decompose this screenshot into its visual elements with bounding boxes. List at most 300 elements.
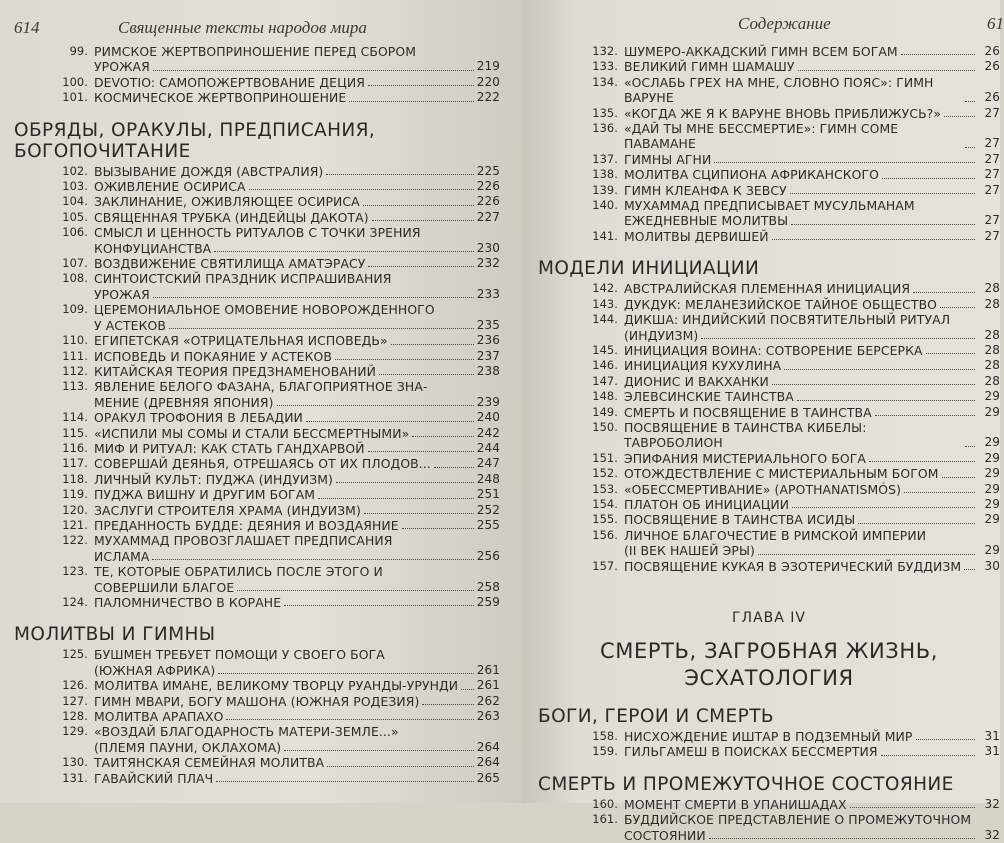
chapter-label: ГЛАВА IV [732,610,806,626]
toc-entry-page: 31 [984,744,1000,759]
dot-leader [368,85,474,86]
toc-entry[interactable] [56,410,500,425]
toc-entry[interactable] [586,106,1000,121]
toc-entry-page: 28 [984,327,1000,342]
dot-leader [714,162,975,163]
toc-entry-title: ЯВЛЕНИЕ БЕЛОГО ФАЗАНА, БЛАГОПРИЯТНОЕ ЗНА- [94,379,428,395]
toc-entry-number: 124. [62,595,88,609]
toc-entry-page: 29 [984,450,1000,465]
toc-entry[interactable] [586,152,1000,167]
toc-entry-title: ЕГИПЕТСКАЯ «ОТРИЦАТЕЛЬНАЯ ИСПОВЕДЬ» [94,333,388,349]
toc-entry-title: УРОЖАЯ [94,286,150,302]
toc-entry-title: МОМЕНТ СМЕРТИ В УПАНИШАДАХ [624,796,847,812]
toc-entry-number: 140. [592,198,618,213]
dot-leader [284,750,474,751]
toc-entry-number: 158. [592,729,618,743]
toc-entry-page: 222 [476,90,500,105]
toc-entry-number: 111. [62,348,88,363]
section-title-death-intermediate [538,774,1000,795]
dot-leader [965,101,975,102]
dot-leader [368,266,473,267]
left-entries-top [8,44,500,106]
toc-entry[interactable] [586,528,1000,559]
toc-entry[interactable] [56,426,500,441]
toc-entry-title: СОВЕРШИЛИ БЛАГОЕ [94,579,235,595]
toc-entry-title: МУХАММАД ПРЕДПИСЫВАЕТ МУСУЛЬМАНАМ [624,198,915,214]
dot-leader [797,400,975,401]
toc-entry[interactable] [56,90,500,105]
toc-entry[interactable] [586,229,1000,244]
toc-entry-title: МОЛИТВА АРАПАХО [94,709,224,725]
toc-entry-number: 104. [62,194,88,209]
toc-entry-title: КИТАЙСКАЯ ТЕОРИЯ ПРЕДЗНАМЕНОВАНИЙ [94,363,377,379]
toc-entry-page: 225 [476,163,500,178]
toc-entry[interactable] [56,755,500,770]
dot-leader [784,369,975,370]
toc-entry[interactable] [56,256,500,271]
right-section3-entries [538,797,1000,843]
toc-entry-title: ДУКДУК: МЕЛАНЕЗИЙСКОЕ ТАЙНОЕ ОБЩЕСТВО [624,296,938,312]
toc-entry-page: 232 [476,256,500,271]
toc-entry-number: 127. [62,693,88,708]
dot-leader [461,689,474,690]
toc-entry-number: 153. [592,481,618,496]
toc-entry-title: ИНИЦИАЦИЯ ВОИНА: СОТВОРЕНИЕ БЕРСЕРКА [624,342,923,358]
dot-leader [790,193,975,194]
right-section1-entries [538,281,1000,574]
toc-entry[interactable] [586,312,1000,343]
toc-entry-title: ТАИТЯНСКАЯ СЕМЕЙНАЯ МОЛИТВА [94,755,325,771]
dot-leader [882,178,975,179]
toc-entry[interactable] [56,472,500,487]
dot-leader [372,220,474,221]
toc-entry-page: 32 [984,827,1000,842]
toc-entry[interactable] [56,333,500,348]
toc-entry[interactable] [56,647,500,678]
dot-leader [368,451,474,452]
dot-leader [326,174,473,175]
toc-entry-title: (II ВЕК НАШЕЙ ЭРЫ) [624,543,755,559]
dot-leader [964,569,975,570]
toc-entry-page: 226 [476,179,500,194]
dot-leader [850,807,975,808]
toc-entry-number: 107. [62,256,88,271]
toc-entry-page: 261 [476,662,500,677]
toc-entry[interactable] [586,198,1000,229]
toc-entry-page: 27 [984,228,1000,243]
toc-entry-number: 149. [592,404,618,419]
dot-leader [335,359,474,360]
toc-entry[interactable] [586,812,1000,843]
dot-leader [944,116,975,117]
toc-entry-title: ОРАКУЛ ТРОФОНИЯ В ЛЕБАДИИ [94,410,303,426]
toc-entry-number: 105. [62,209,88,224]
toc-entry-page: 242 [476,425,500,440]
toc-entry-title: (ЮЖНАЯ АФРИКА) [94,662,216,678]
toc-entry[interactable] [586,44,1000,59]
toc-entry[interactable] [56,364,500,379]
dot-leader [237,590,474,591]
toc-entry-page: 230 [476,240,500,255]
toc-entry[interactable] [586,59,1000,74]
dot-leader [792,507,975,508]
dot-leader [875,415,975,416]
toc-entry-page: 27 [984,105,1000,120]
toc-entry-title: ИСПОВЕДЬ И ПОКАЯНИЕ У АСТЕКОВ [94,348,332,364]
toc-entry-page: 29 [984,404,1000,419]
toc-entry-page: 244 [476,440,500,455]
toc-entry[interactable] [56,503,500,518]
toc-entry-page: 219 [476,59,500,74]
toc-entry[interactable] [586,297,1000,312]
toc-entry-page: 32 [984,796,1000,811]
toc-entry-number: 106. [62,225,88,240]
toc-entry-number: 117. [62,456,88,471]
right-page-number: 61 [987,14,1004,33]
dot-leader [153,297,474,298]
toc-entry-page: 227 [476,209,500,224]
toc-entry-title: МЕНИЕ (ДРЕВНЯЯ ЯПОНИЯ) [94,394,274,410]
left-running-title: Священные тексты народов мира [118,18,367,37]
dot-leader [364,513,474,514]
dot-leader [327,766,474,767]
toc-entry[interactable] [586,121,1000,152]
toc-entry-title: ЭПИФАНИЯ МИСТЕРИАЛЬНОГО БОГА [624,450,866,466]
toc-entry-title: МУХАММАД ПРОВОЗГЛАШАЕТ ПРЕДПИСАНИЯ [94,533,393,549]
dot-leader [336,482,474,483]
dot-leader [249,189,474,190]
toc-entry-title: НИСХОЖДЕНИЕ ИШТАР В ПОДЗЕМНЫЙ МИР [624,729,913,744]
toc-entry[interactable] [56,210,500,225]
toc-entry-number: 108. [62,271,88,286]
toc-entry-title: DEVOTIO: САМОПОЖЕРТВОВАНИЕ ДЕЦИЯ [94,74,365,90]
dot-leader [709,838,975,839]
toc-entry-page: 29 [984,481,1000,496]
toc-entry-title: ВЕЛИКИЙ ГИМН ШАМАШУ [624,59,795,75]
dot-leader [858,523,975,524]
toc-entry-page: 26 [984,90,1000,105]
toc-entry-page: 28 [984,281,1000,296]
toc-entry-page: 258 [476,579,500,594]
toc-entry-title: ГИМН КЛЕАНФА К ЗЕВСУ [624,182,787,198]
dot-leader [916,739,975,740]
toc-entry[interactable] [56,75,500,90]
toc-entry-page: 261 [476,678,500,693]
toc-entry-page: 255 [476,517,500,532]
heading-line: БОГИ, ГЕРОИ И СМЕРТЬ [538,706,774,727]
toc-entry[interactable] [56,271,500,302]
dot-leader [412,436,474,437]
toc-entry-number: 150. [592,419,618,434]
toc-entry-page: 28 [984,342,1000,357]
toc-entry[interactable] [586,451,1000,466]
toc-entry-number: 159. [592,744,618,759]
left-toc [8,44,500,786]
toc-entry-page: 264 [476,755,500,770]
toc-entry-title: СОВЕРШАЙ ДЕЯНЬЯ, ОТРЕШАЯСЬ ОТ ИХ ПЛОДОВ... [94,456,431,472]
heading-line: СМЕРТЬ И ПРОМЕЖУТОЧНОЕ СОСТОЯНИЕ [538,773,954,795]
toc-entry-page: 259 [476,595,500,609]
toc-entry-page: 29 [984,512,1000,527]
toc-entry-title: ГИЛЬГАМЕШ В ПОИСКАХ БЕССМЕРТИЯ [624,744,878,760]
dot-leader [942,477,975,478]
toc-entry-title: СОСТОЯНИИ [624,827,706,843]
toc-entry-page: 29 [984,496,1000,511]
toc-entry-number: 138. [592,167,618,182]
toc-entry-title: (ПЛЕМЯ ПАУНИ, ОКЛАХОМА) [94,739,282,755]
toc-entry[interactable] [586,374,1000,389]
toc-entry[interactable] [56,533,500,564]
toc-entry-number: 129. [62,724,88,739]
toc-entry-page: 233 [476,286,500,301]
toc-entry-page: 28 [984,296,1000,311]
toc-entry-number: 110. [62,333,88,348]
toc-entry[interactable] [56,225,500,256]
toc-entry-page: 264 [476,739,500,754]
right-page [522,0,1004,843]
dot-leader [153,70,474,71]
toc-entry-title: СМЫСЛ И ЦЕННОСТЬ РИТУАЛОВ С ТОЧКИ ЗРЕНИЯ [94,225,421,241]
toc-entry[interactable] [56,44,500,75]
toc-entry[interactable] [586,358,1000,373]
toc-entry-title: БУДДИЙСКОЕ ПРЕДСТАВЛЕНИЕ О ПРОМЕЖУТОЧНОМ [624,812,972,828]
toc-entry[interactable] [586,729,1000,744]
heading-line: ЭСХАТОЛОГИЯ [684,666,854,690]
dot-leader [277,405,474,406]
toc-entry-number: 131. [62,770,88,785]
dot-leader [216,781,474,782]
toc-entry-number: 135. [592,105,618,120]
toc-entry[interactable] [586,482,1000,497]
toc-entry-number: 115. [62,425,88,440]
heading-line: ОБРЯДЫ, ОРАКУЛЫ, ПРЕДПИСАНИЯ, [14,119,376,141]
toc-entry-page: 262 [476,693,500,708]
left-page [0,0,522,803]
dot-leader [152,559,473,560]
toc-entry-number: 130. [62,755,88,770]
toc-entry-number: 113. [62,379,88,394]
section-title-gods-heroes-death [538,706,1000,727]
toc-entry-number: 102. [62,163,88,178]
toc-entry[interactable] [586,420,1000,451]
toc-entry-number: 112. [62,363,88,378]
dot-leader [218,673,473,674]
toc-entry-number: 118. [62,471,88,486]
toc-entry-title: ПЛАТОН ОБ ИНИЦИАЦИИ [624,496,790,512]
toc-entry-title: ПОСВЯЩЕНИЕ В ТАИНСТВА КИБЕЛЫ: ТАВРОБОЛИОН [624,419,867,451]
toc-entry[interactable] [586,797,1000,812]
toc-entry-title: ЭЛЕВСИНСКИЕ ТАИНСТВА [624,389,794,405]
toc-entry-title: МИФ И РИТУАЛ: КАК СТАТЬ ГАНДХАРВОЙ [94,440,365,456]
toc-entry-number: 160. [592,796,618,811]
toc-entry[interactable] [56,164,500,179]
toc-entry-page: 237 [476,348,500,363]
left-page-number: 614 [14,18,40,37]
toc-entry-title: ЗАСЛУГИ СТРОИТЕЛЯ ХРАМА (ИНДУИЗМ) [94,502,361,518]
toc-entry[interactable] [56,518,500,533]
toc-entry[interactable] [586,466,1000,481]
toc-entry-page: 27 [984,182,1000,197]
dot-leader [214,251,474,252]
dot-leader [226,719,473,720]
toc-entry-title: УРОЖАЯ [94,59,150,75]
dot-leader [913,292,975,293]
toc-entry-number: 155. [592,512,618,527]
toc-entry[interactable] [586,512,1000,527]
toc-entry-number: 99. [69,44,88,58]
toc-entry-title: ДИОНИС И ВАКХАНКИ [624,373,769,389]
toc-entry-title: ГАВАЙСКИЙ ПЛАЧ [94,770,214,786]
toc-entry-page: 29 [984,435,1000,450]
toc-entry[interactable] [56,678,500,693]
toc-entry[interactable] [586,744,1000,759]
toc-entry-number: 147. [592,373,618,388]
toc-entry-page: 252 [476,502,500,517]
toc-entry-title: ПАЛОМНИЧЕСТВО В КОРАНЕ [94,595,282,610]
toc-entry-title: БУШМЕН ТРЕБУЕТ ПОМОЩИ У СВОЕГО БОГА [94,647,385,663]
toc-entry-number: 151. [592,450,618,465]
toc-entry-title: СВЯЩЕННАЯ ТРУБКА (ИНДЕЙЦЫ ДАКОТА) [94,209,369,225]
toc-entry-number: 136. [592,121,618,136]
toc-entry[interactable] [56,595,500,610]
dot-leader [169,328,474,329]
dot-leader [306,421,474,422]
toc-entry-page: 27 [984,151,1000,166]
right-running-title: Содержание [738,14,831,33]
dot-leader [284,605,474,606]
right-section2-entries [538,729,1000,760]
dot-leader [349,101,473,102]
dot-leader [881,755,975,756]
toc-entry-title: РИМСКОЕ ЖЕРТВОПРИНОШЕНИЕ ПЕРЕД СБОРОМ [94,44,417,59]
toc-entry[interactable] [56,179,500,194]
toc-entry-title: ПОСВЯЩЕНИЕ В ТАИНСТВА ИСИДЫ [624,512,856,528]
toc-entry[interactable] [56,379,500,410]
toc-entry-page: 31 [984,729,1000,743]
toc-entry-title: «ДАЙ ТЫ МНЕ БЕССМЕРТИЕ»: ГИМН СОМЕ ПАВАМАНЕ [624,121,899,152]
toc-entry-title: ВОЗДВИЖЕНИЕ СВЯТИЛИЩА АМАТЭРАСУ [94,256,366,272]
toc-entry-number: 100. [62,74,88,89]
section-title-rites [14,120,500,162]
toc-entry-page: 27 [984,136,1000,151]
toc-entry-title: ТЕ, КОТОРЫЕ ОБРАТИЛИСЬ ПОСЛЕ ЭТОГО И [94,564,383,580]
toc-entry-page: 240 [476,410,500,425]
toc-entry[interactable] [586,75,1000,106]
toc-entry[interactable] [586,405,1000,420]
toc-entry[interactable] [586,183,1000,198]
toc-entry-title: У АСТЕКОВ [94,317,166,333]
toc-entry[interactable] [586,281,1000,296]
dot-leader [363,205,474,206]
toc-entry-number: 132. [592,44,618,58]
toc-entry-number: 143. [592,296,618,311]
toc-entry[interactable] [56,302,500,333]
chapter-title [538,638,1000,692]
dot-leader [904,492,975,493]
toc-entry-page: 28 [984,373,1000,388]
toc-entry-page: 236 [476,333,500,348]
toc-entry-title: ИНИЦИАЦИЯ КУХУЛИНА [624,358,782,374]
toc-entry[interactable] [56,694,500,709]
heading-line: МОЛИТВЫ И ГИМНЫ [14,624,216,646]
toc-entry-number: 116. [62,440,88,455]
toc-entry-number: 154. [592,496,618,511]
toc-entry-page: 29 [984,466,1000,481]
toc-entry[interactable] [56,724,500,755]
toc-entry-number: 156. [592,527,618,542]
dot-leader [791,224,975,225]
toc-entry[interactable] [56,456,500,471]
toc-entry-page: 235 [476,317,500,332]
toc-entry-number: 123. [62,564,88,579]
toc-entry-number: 145. [592,342,618,357]
toc-entry-title: ШУМЕРО-АККАДСКИЙ ГИМН ВСЕМ БОГАМ [624,44,898,59]
toc-entry-page: 251 [476,487,500,502]
toc-entry-title: ОТОЖДЕСТВЛЕНИЕ С МИСТЕРИАЛЬНЫМ БОГОМ [624,466,939,482]
dot-leader [965,147,975,148]
dot-leader [965,446,975,447]
toc-entry[interactable] [56,564,500,595]
toc-entry[interactable] [56,487,500,502]
dot-leader [391,344,474,345]
dot-leader [926,353,975,354]
toc-entry-number: 122. [62,533,88,548]
left-running-head [8,0,500,44]
toc-entry-page: 247 [476,456,500,471]
toc-entry-page: 26 [984,59,1000,74]
toc-entry-page: 263 [476,709,500,724]
toc-entry-number: 152. [592,466,618,481]
toc-entry-title: ИСЛАМА [94,548,150,564]
toc-entry[interactable] [586,559,1000,574]
toc-entry[interactable] [56,709,500,724]
toc-entry-page: 226 [476,194,500,209]
toc-entry-title: МОЛИТВА ИМАНЕ, ВЕЛИКОМУ ТВОРЦУ РУАНДЫ-УРУНДИ [94,678,459,694]
toc-entry[interactable] [56,194,500,209]
right-entries-top [538,44,1000,244]
toc-entry-number: 103. [62,179,88,194]
toc-entry-title: КОНФУЦИАНСТВА [94,240,212,256]
dot-leader [772,239,975,240]
toc-entry-page: 28 [984,358,1000,373]
toc-entry-page: 256 [476,548,500,563]
toc-entry-number: 120. [62,502,88,517]
toc-entry-number: 161. [592,812,618,827]
toc-entry-title: МОЛИТВА СЦИПИОНА АФРИКАНСКОГО [624,167,880,183]
toc-entry-number: 114. [62,410,88,425]
toc-entry-title: ВЫЗЫВАНИЕ ДОЖДЯ (АВСТРАЛИЯ) [94,163,324,179]
toc-entry-title: ЛИЧНЫЙ КУЛЬТ: ПУДЖА (ИНДУИЗМ) [94,471,333,487]
toc-entry-title: «КОГДА ЖЕ Я К ВАРУНЕ ВНОВЬ ПРИБЛИЖУСЬ?» [624,105,942,121]
toc-entry[interactable] [56,771,500,786]
dot-leader [379,374,474,375]
toc-entry-title: СМЕРТЬ И ПОСВЯЩЕНИЕ В ТАИНСТВА [624,404,872,420]
toc-entry-title: ПОСВЯЩЕНИЕ КУКАЯ В ЭЗОТЕРИЧЕСКИЙ БУДДИЗМ [624,558,962,574]
toc-entry[interactable] [586,497,1000,512]
toc-entry[interactable] [586,389,1000,404]
toc-entry-title: СИНТОИСТСКИЙ ПРАЗДНИК ИСПРАШИВАНИЯ [94,271,392,287]
toc-entry[interactable] [56,349,500,364]
toc-entry-number: 121. [62,517,88,532]
toc-entry[interactable] [586,167,1000,182]
toc-entry-number: 144. [592,312,618,327]
toc-entry[interactable] [586,343,1000,358]
dot-leader [869,461,975,462]
dot-leader [940,307,975,308]
heading-line: СМЕРТЬ, ЗАГРОБНАЯ ЖИЗНЬ, [599,639,939,663]
toc-entry-number: 109. [62,302,88,317]
toc-entry[interactable] [56,441,500,456]
